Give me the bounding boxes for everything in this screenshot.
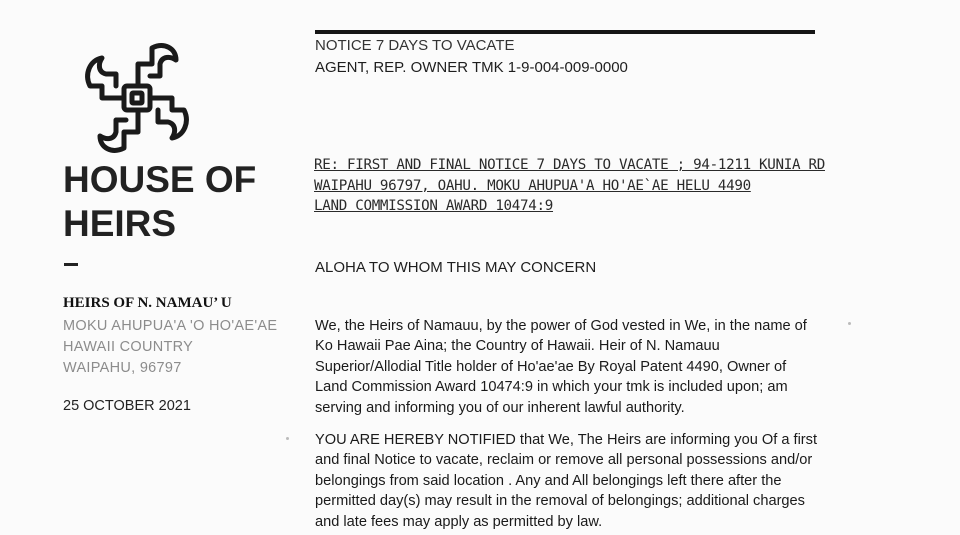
subject-line-row: LAND COMMISSION AWARD 10474:9 [314, 198, 554, 214]
paragraph-line: We, the Heirs of Namauu, by the power of God vested in We, in the name of [315, 318, 807, 334]
organization-name-line2: HEIRS [63, 203, 177, 244]
subject-line-row: WAIPAHU 96797, OAHU. MOKU AHUPUA'A HO'AE`AE HELU 4490 [314, 177, 751, 194]
paragraph-line: and final Notice to vacate, reclaim or remove all personal possessions and/or [315, 452, 813, 469]
address-line: HAWAII COUNTRY [63, 339, 194, 355]
notice-title: NOTICE 7 DAYS TO VACATE [315, 37, 515, 54]
address-line: WAIPAHU, 96797 [63, 360, 182, 376]
heirs-title: HEIRS OF N. NAMAU’ U [63, 295, 232, 311]
scan-speck [286, 437, 289, 440]
paragraph-line: serving and informing you of our inherent lawful authority. [315, 399, 685, 416]
subject-line-row: RE: FIRST AND FINAL NOTICE 7 DAYS TO VACATE ; 94-1211 KUNIA RD [314, 157, 825, 173]
divider-dash [64, 263, 78, 266]
subject-line [314, 155, 874, 217]
paragraph-line: Ko Hawaii Pae Aina; the Country of Hawaii. Heir of N. Namauu [315, 338, 720, 355]
paragraph-line: belongings from said location . Any and All belongings left there after the [315, 472, 782, 489]
organization-name-line1: HOUSE OF [63, 159, 257, 200]
scan-speck [848, 322, 851, 325]
paragraph-notice [315, 430, 875, 532]
paragraph-line: permitted day(s) may result in the removal of belongings; additional charges [315, 493, 805, 510]
paragraph-line: Land Commission Award 10474:9 in which your tmk is included upon; am [315, 379, 788, 396]
agent-line: AGENT, REP. OWNER TMK 1-9-004-009-0000 [315, 59, 628, 76]
header-rule [315, 30, 815, 34]
spiral-windmill-icon [72, 36, 204, 160]
paragraph-authority [315, 316, 875, 418]
organization-name [63, 158, 303, 246]
paragraph-line: YOU ARE HEREBY NOTIFIED that We, The Heirs are informing you Of a first [315, 432, 818, 448]
paragraph-line: Superior/Allodial Title holder of Ho'ae'ae By Royal Patent 4490, Owner of [315, 358, 787, 375]
sender-address [63, 316, 277, 379]
address-line: MOKU AHUPUA'A 'O HO'AE'AE [63, 318, 278, 334]
letter-date: 25 OCTOBER 2021 [63, 398, 191, 414]
greeting: ALOHA TO WHOM THIS MAY CONCERN [315, 259, 597, 276]
paragraph-line: and late fees may apply as permitted by law. [315, 513, 603, 530]
